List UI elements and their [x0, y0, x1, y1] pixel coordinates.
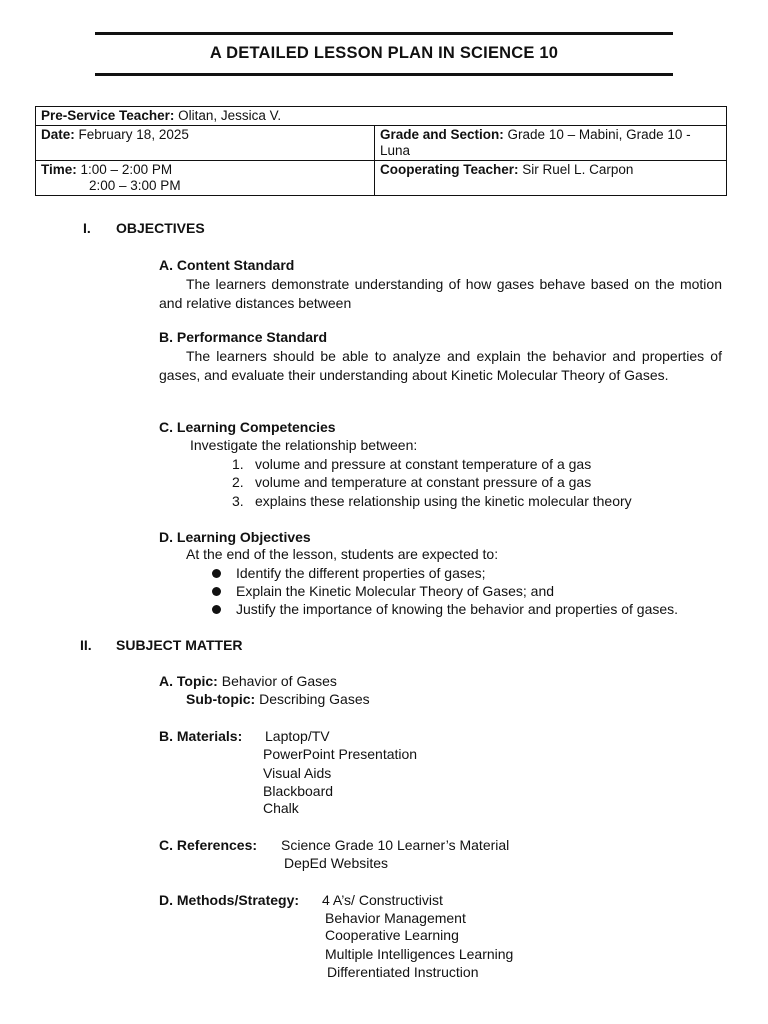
grade-cell [375, 126, 727, 161]
performance-standard-heading: B. Performance Standard [159, 329, 328, 345]
method-item: Differentiated Instruction [327, 964, 479, 980]
table-row [36, 161, 727, 196]
material-item: Blackboard [263, 783, 334, 799]
objective-item: Identify the different properties of gases; [236, 565, 486, 581]
reference-item: DepEd Websites [284, 855, 389, 871]
method-item: Behavior Management [325, 910, 466, 926]
time-cell [36, 161, 375, 196]
objectives-intro: At the end of the lesson, students are expected to: [186, 546, 499, 562]
topic-line [159, 673, 337, 689]
competencies-heading: C. Learning Competencies [159, 419, 336, 435]
teacher-label: Pre-Service Teacher: [41, 108, 175, 123]
section2-numeral: II. [80, 637, 92, 653]
section1-heading: OBJECTIVES [116, 220, 205, 236]
competency-text: explains these relationship using the kinetic molecular theory [255, 493, 632, 509]
method-item: 4 A’s/ Constructivist [322, 892, 443, 908]
topic-label: A. Topic: [159, 673, 218, 689]
subtopic-value: Describing Gases [259, 691, 370, 707]
competency-num: 2. [232, 474, 244, 490]
competency-num: 1. [232, 456, 244, 472]
method-item: Multiple Intelligences Learning [325, 946, 514, 962]
bullet-icon [212, 587, 221, 596]
performance-standard-text: The learners should be able to analyze and explain the behavior and properties of gases, and evaluate their understanding about Kinetic Molecular Theory of Gases. [159, 348, 722, 383]
material-item: Visual Aids [263, 765, 332, 781]
table-row [36, 126, 727, 161]
date-label: Date: [41, 127, 75, 142]
document-title: A DETAILED LESSON PLAN IN SCIENCE 10 [209, 44, 559, 62]
time-value-1: 1:00 – 2:00 PM [80, 162, 173, 177]
materials-label: B. Materials: [159, 728, 243, 744]
table-row [36, 107, 727, 126]
coop-cell [375, 161, 727, 196]
date-cell [36, 126, 375, 161]
teacher-value: Olitan, Jessica V. [178, 108, 282, 123]
objective-item: Explain the Kinetic Molecular Theory of Gases; and [236, 583, 555, 599]
methods-label: D. Methods/Strategy: [159, 892, 300, 908]
material-item: Laptop/TV [265, 728, 330, 744]
reference-item: Science Grade 10 Learner’s Material [281, 837, 510, 853]
objective-item: Justify the importance of knowing the behavior and properties of gases. [236, 601, 679, 617]
topic-value: Behavior of Gases [221, 673, 337, 689]
material-item: PowerPoint Presentation [263, 746, 418, 762]
coop-label: Cooperating Teacher: [380, 162, 519, 177]
teacher-cell [36, 107, 727, 126]
section2-heading: SUBJECT MATTER [116, 637, 243, 653]
bullet-icon [212, 605, 221, 614]
time-value-2: 2:00 – 3:00 PM [89, 178, 181, 193]
section1-numeral: I. [83, 220, 91, 236]
bullet-icon [212, 569, 221, 578]
competency-text: volume and pressure at constant temperature of a gas [255, 456, 592, 472]
grade-value: Grade 10 – Mabini, Grade 10 - Luna [380, 127, 691, 158]
competencies-intro: Investigate the relationship between: [190, 437, 418, 453]
grade-label: Grade and Section: [380, 127, 504, 142]
content-standard-text: The learners demonstrate understanding of how gases behave based on the motion and relative distances between [159, 276, 722, 311]
competency-text: volume and temperature at constant pressure of a gas [255, 474, 592, 490]
time-label: Time: [41, 162, 77, 177]
subtopic-line [186, 691, 370, 707]
objectives-heading: D. Learning Objectives [159, 529, 311, 545]
method-item: Cooperative Learning [325, 927, 459, 943]
bottom-rule [95, 73, 673, 76]
date-value: February 18, 2025 [78, 127, 189, 142]
material-item: Chalk [263, 800, 299, 816]
competency-num: 3. [232, 493, 244, 509]
subtopic-label: Sub-topic: [186, 691, 256, 707]
references-label: C. References: [159, 837, 258, 853]
top-rule [95, 32, 673, 35]
lesson-info-table [35, 106, 727, 196]
content-standard-heading: A. Content Standard [159, 257, 295, 273]
coop-value: Sir Ruel L. Carpon [522, 162, 634, 177]
